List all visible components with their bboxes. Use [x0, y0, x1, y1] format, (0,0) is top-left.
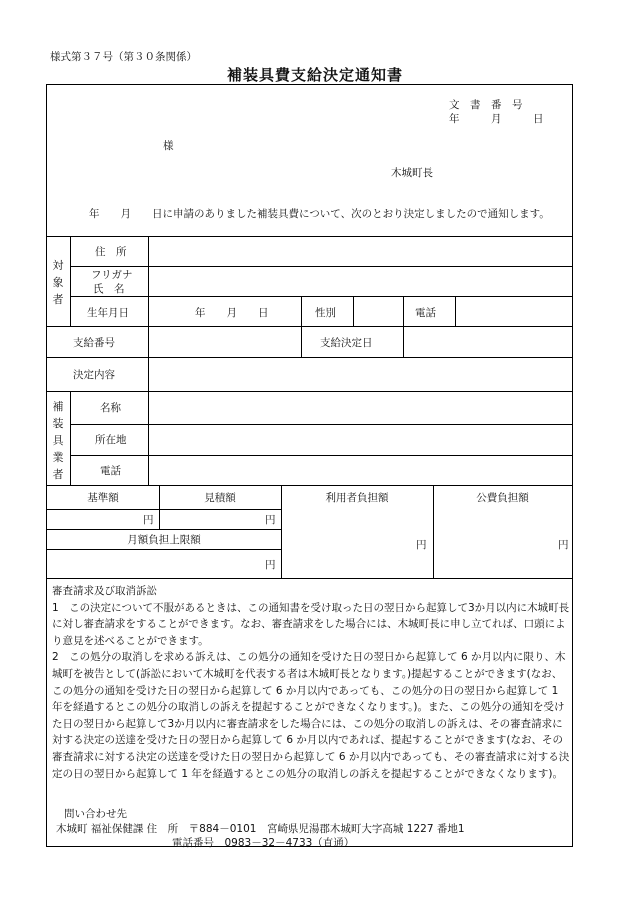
- payment-date-label: 支給決定日: [320, 337, 373, 349]
- form-number: 様式第３７号（第３０条関係）: [50, 51, 197, 63]
- base-amount-label: 基準額: [87, 492, 119, 504]
- vendor-name-label: 名称: [100, 402, 121, 414]
- base-amount-yen: 円: [143, 514, 154, 526]
- payment-number-label: 支給番号: [73, 337, 115, 349]
- user-burden-label: 利用者負担額: [325, 492, 389, 504]
- appeal-heading: 審査請求及び取消訴訟: [52, 585, 157, 597]
- subject-section-label: 対 象 者: [52, 259, 64, 306]
- issue-date-label: 年 月 日: [449, 113, 544, 125]
- vendor-phone-label: 電話: [100, 465, 121, 477]
- document-title: 補装具費支給決定通知書: [226, 66, 403, 84]
- sender-name: 木城町長: [391, 167, 433, 179]
- contact-address: 木城町 福祉保健課 住 所 〒884－0101 宮崎県児湯郡木城町大字高城 1227 番地1: [56, 823, 465, 835]
- appeal-paragraph-2: 2 この処分の取消しを求める訴えは、この処分の通知を受けた日の翌日から起算して 6 か月以内に限り、木城町を被告として(訴訟において木城町を代表する者は木城町長となります。)提起することができます(なお、この処分の通知を受けた日の翌日から起算して 6 か月以内であっても、この処分の日の翌日から起算して 1 年を経過するとこの処分の取消しの訴えを提起することができなくなります。)。また、この処分の通知を受けた日の翌日から起算して3か月以内に審査請求をした場合には、この処分の取消しの訴えは、その審査請求に対する決定の送達を受けた日の翌日から起算して 6 か月以内であれば、提起することができます(なお、その審査請求に対する決定の送達を受けた日の翌日から起算して 6 か月以内であっても、その審査請求に対する決定の日の翌日から起算して 1 年を経過するとこの処分の取消しの訴えを提起することができなくなります)。: [52, 651, 570, 780]
- vendor-location-label: 所在地: [95, 434, 127, 446]
- appeal-notice: [52, 583, 572, 782]
- user-burden-yen: 円: [416, 539, 427, 551]
- intro-text: 年 月 日に申請のありました補装具費について、次のとおり決定しましたので通知します。: [89, 208, 550, 220]
- addressee-suffix: 様: [163, 140, 174, 152]
- appeal-paragraph-1: 1 この決定について不服があるときは、この通知書を受け取った日の翌日から起算して3か月以内に木城町長に対し審査請求をすることができます。なお、審査請求をした場合には、木城町長に申し立てれば、口頭により意見を述べることができます。: [52, 601, 570, 647]
- birthdate-label: 生年月日: [87, 307, 129, 319]
- estimate-amount-yen: 円: [265, 514, 276, 526]
- monthly-cap-label: 月額負担上限額: [127, 534, 201, 546]
- contact-phone: 電話番号 0983－32－4733（直通）: [172, 837, 355, 849]
- doc-number-label: 文 書 番 号: [449, 99, 523, 111]
- phone-label: 電話: [415, 307, 436, 319]
- address-label: 住 所: [95, 246, 127, 258]
- furigana-label: フリガナ: [91, 269, 133, 281]
- public-burden-label: 公費負担額: [476, 492, 529, 504]
- vendor-section-label: 補 装 具 業 者: [52, 400, 64, 481]
- name-label: 氏 名: [93, 283, 125, 295]
- monthly-cap-yen: 円: [265, 559, 276, 571]
- estimate-amount-label: 見積額: [204, 492, 236, 504]
- contact-label: 問い合わせ先: [64, 808, 127, 820]
- decision-content-label: 決定内容: [73, 369, 115, 381]
- public-burden-yen: 円: [558, 539, 569, 551]
- birthdate-placeholder: 年 月 日: [195, 307, 269, 319]
- gender-label: 性別: [315, 307, 336, 319]
